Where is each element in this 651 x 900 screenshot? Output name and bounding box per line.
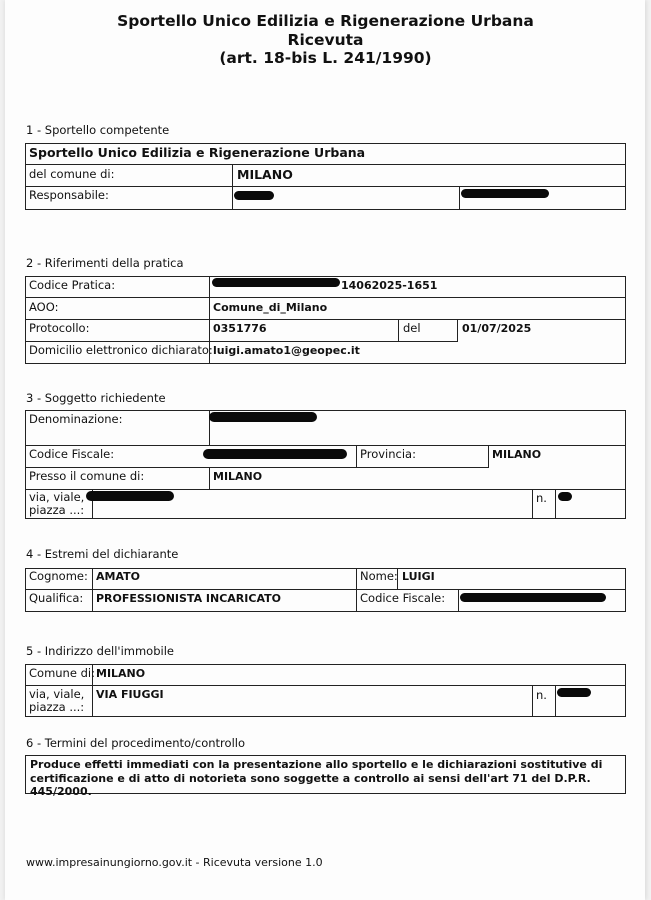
doc-title: Sportello Unico Edilizia e Rigenerazione Urbana <box>117 12 534 30</box>
sportello-name: Sportello Unico Edilizia e Rigenerazione Urbana <box>29 145 366 160</box>
procedure-terms-text: Produce effetti immediati con la presentazione allo sportello e le dichiarazioni sostitutive di certificazione e di atto di notorieta sono soggette a controllo ai sensi dell'art 71 del D.P.R. 445/2000. <box>30 758 603 798</box>
footer-text: www.impresainungiorno.gov.it - Ricevuta versione 1.0 <box>26 856 323 869</box>
redaction-mark <box>212 278 340 287</box>
comune-value: MILANO <box>237 167 293 182</box>
via-label-line1: via, viale, <box>29 490 85 504</box>
immobile-via-label-line1: via, viale, <box>29 687 85 701</box>
immobile-via-value: VIA FIUGGI <box>96 688 164 701</box>
provincia-label: Provincia: <box>360 447 416 461</box>
section-1-title: 1 - Sportello competente <box>26 123 170 137</box>
redaction-mark <box>209 412 317 422</box>
dichiarante-cf-label: Codice Fiscale: <box>360 591 446 605</box>
immobile-civic-label: n. <box>536 688 547 702</box>
domicilio-value: luigi.amato1@geopec.it <box>213 344 360 357</box>
responsabile-label: Responsabile: <box>29 188 109 202</box>
redaction-mark <box>234 191 274 200</box>
section-6-title: 6 - Termini del procedimento/controllo <box>26 736 245 750</box>
denominazione-label: Denominazione: <box>29 412 123 426</box>
protocollo-date: 01/07/2025 <box>462 322 532 335</box>
presso-value: MILANO <box>213 470 263 483</box>
immobile-comune-value: MILANO <box>96 667 146 680</box>
del-label: del <box>403 321 421 335</box>
provincia-value: MILANO <box>492 448 542 461</box>
protocollo-value: 0351776 <box>213 322 267 335</box>
cf-label: Codice Fiscale: <box>29 447 115 461</box>
presso-label: Presso il comune di: <box>29 469 145 483</box>
nome-value: LUIGI <box>402 570 435 583</box>
protocollo-label: Protocollo: <box>29 321 90 335</box>
redaction-mark <box>86 491 174 501</box>
doc-law-reference: (art. 18-bis L. 241/1990) <box>219 49 432 67</box>
qualifica-value: PROFESSIONISTA INCARICATO <box>96 592 281 605</box>
section-2-title: 2 - Riferimenti della pratica <box>26 256 184 270</box>
comune-label: del comune di: <box>29 167 115 181</box>
redaction-mark <box>558 492 572 501</box>
redaction-mark <box>203 449 347 459</box>
codice-pratica-label: Codice Pratica: <box>29 278 116 292</box>
section-4-title: 4 - Estremi del dichiarante <box>26 547 179 561</box>
doc-subtitle: Ricevuta <box>287 31 364 49</box>
redaction-mark <box>460 593 606 602</box>
section-5-title: 5 - Indirizzo dell'immobile <box>26 644 174 658</box>
cognome-label: Cognome: <box>29 569 88 583</box>
immobile-comune-label: Comune di: <box>29 666 95 680</box>
section-3-title: 3 - Soggetto richiedente <box>26 391 166 405</box>
cognome-value: AMATO <box>96 570 140 583</box>
civic-number-label: n. <box>536 491 547 505</box>
qualifica-label: Qualifica: <box>29 591 84 605</box>
redaction-mark <box>557 688 591 697</box>
redaction-mark <box>461 189 549 198</box>
via-label-line2: piazza ...: <box>29 503 85 517</box>
domicilio-label: Domicilio elettronico dichiarato: <box>29 343 213 357</box>
immobile-via-label-line2: piazza ...: <box>29 700 85 714</box>
nome-label: Nome: <box>360 569 398 583</box>
aoo-value: Comune_di_Milano <box>213 301 328 314</box>
aoo-label: AOO: <box>29 300 59 314</box>
codice-pratica-value: 14062025-1651 <box>341 279 438 292</box>
